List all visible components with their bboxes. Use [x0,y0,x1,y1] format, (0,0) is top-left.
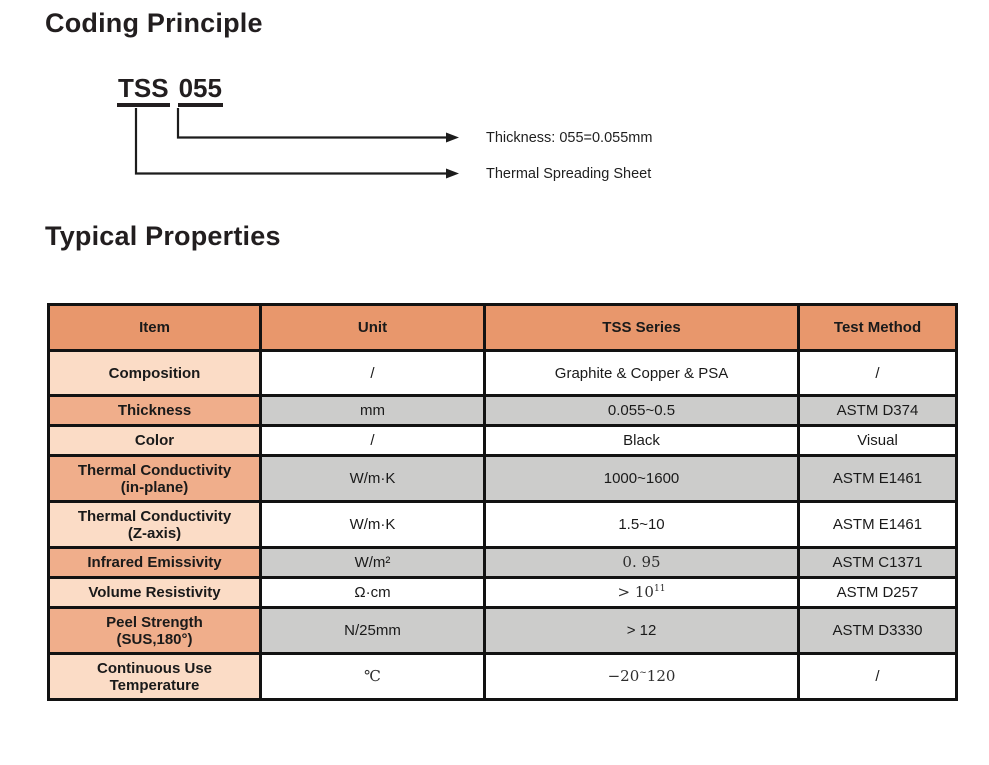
unit-cell: W/m² [261,548,485,578]
table-row [49,578,957,608]
connector-line-thickness [178,108,447,138]
table-row [49,608,957,654]
test-method-cell: ASTM E1461 [799,502,957,548]
test-method-cell: ASTM C1371 [799,548,957,578]
item-cell: Continuous Use Temperature [49,654,261,700]
table-row [49,426,957,456]
item-cell: Infrared Emissivity [49,548,261,578]
item-cell: Thermal Conductivity (in-plane) [49,456,261,502]
item-cell: Color [49,426,261,456]
coding-diagram-lines [0,0,989,220]
item-cell: Thermal Conductivity (Z-axis) [49,502,261,548]
item-cell: Composition [49,351,261,396]
unit-cell: N/25mm [261,608,485,654]
value-cell: Graphite & Copper & PSA [485,351,799,396]
callout-product-name: Thermal Spreading Sheet [486,166,652,182]
section-title-typical-properties: Typical Properties [45,221,281,251]
table-row [49,396,957,426]
column-header-item: Item [49,305,261,351]
table-row [49,654,957,700]
table-row [49,351,957,396]
arrow-icon [446,169,459,179]
section-title-coding-principle: Coding Principle [45,8,263,38]
test-method-cell: ASTM D3330 [799,608,957,654]
properties-table-body [49,351,957,700]
test-method-cell: Visual [799,426,957,456]
value-cell: 1000~1600 [485,456,799,502]
value-cell: −20~120 [485,654,799,700]
item-cell: Volume Resistivity [49,578,261,608]
unit-cell: ℃ [261,654,485,700]
item-cell: Peel Strength (SUS,180°) [49,608,261,654]
test-method-cell: / [799,654,957,700]
value-cell: > 12 [485,608,799,654]
column-header-unit: Unit [261,305,485,351]
table-row [49,456,957,502]
item-cell: Thickness [49,396,261,426]
arrow-icon [446,133,459,143]
unit-cell: mm [261,396,485,426]
table-row [49,548,957,578]
unit-cell: / [261,426,485,456]
unit-cell: Ω·cm [261,578,485,608]
table-row [49,502,957,548]
unit-cell: W/m·K [261,502,485,548]
test-method-cell: / [799,351,957,396]
connector-line-sheet [136,108,447,174]
value-cell: 1.5~10 [485,502,799,548]
value-cell: > $10^{11}$ [485,578,799,608]
product-code-prefix: TSS [117,74,170,107]
value-cell: Black [485,426,799,456]
value-cell: 0. 95 [485,548,799,578]
column-header-tss-series: TSS Series [485,305,799,351]
properties-table [47,303,958,701]
test-method-cell: ASTM D374 [799,396,957,426]
unit-cell: / [261,351,485,396]
callout-thickness: Thickness: 055=0.055mm [486,130,653,146]
value-cell: 0.055~0.5 [485,396,799,426]
test-method-cell: ASTM E1461 [799,456,957,502]
column-header-test-method: Test Method [799,305,957,351]
properties-table-head-row [49,305,957,351]
test-method-cell: ASTM D257 [799,578,957,608]
product-code-suffix: 055 [178,74,223,107]
unit-cell: W/m·K [261,456,485,502]
